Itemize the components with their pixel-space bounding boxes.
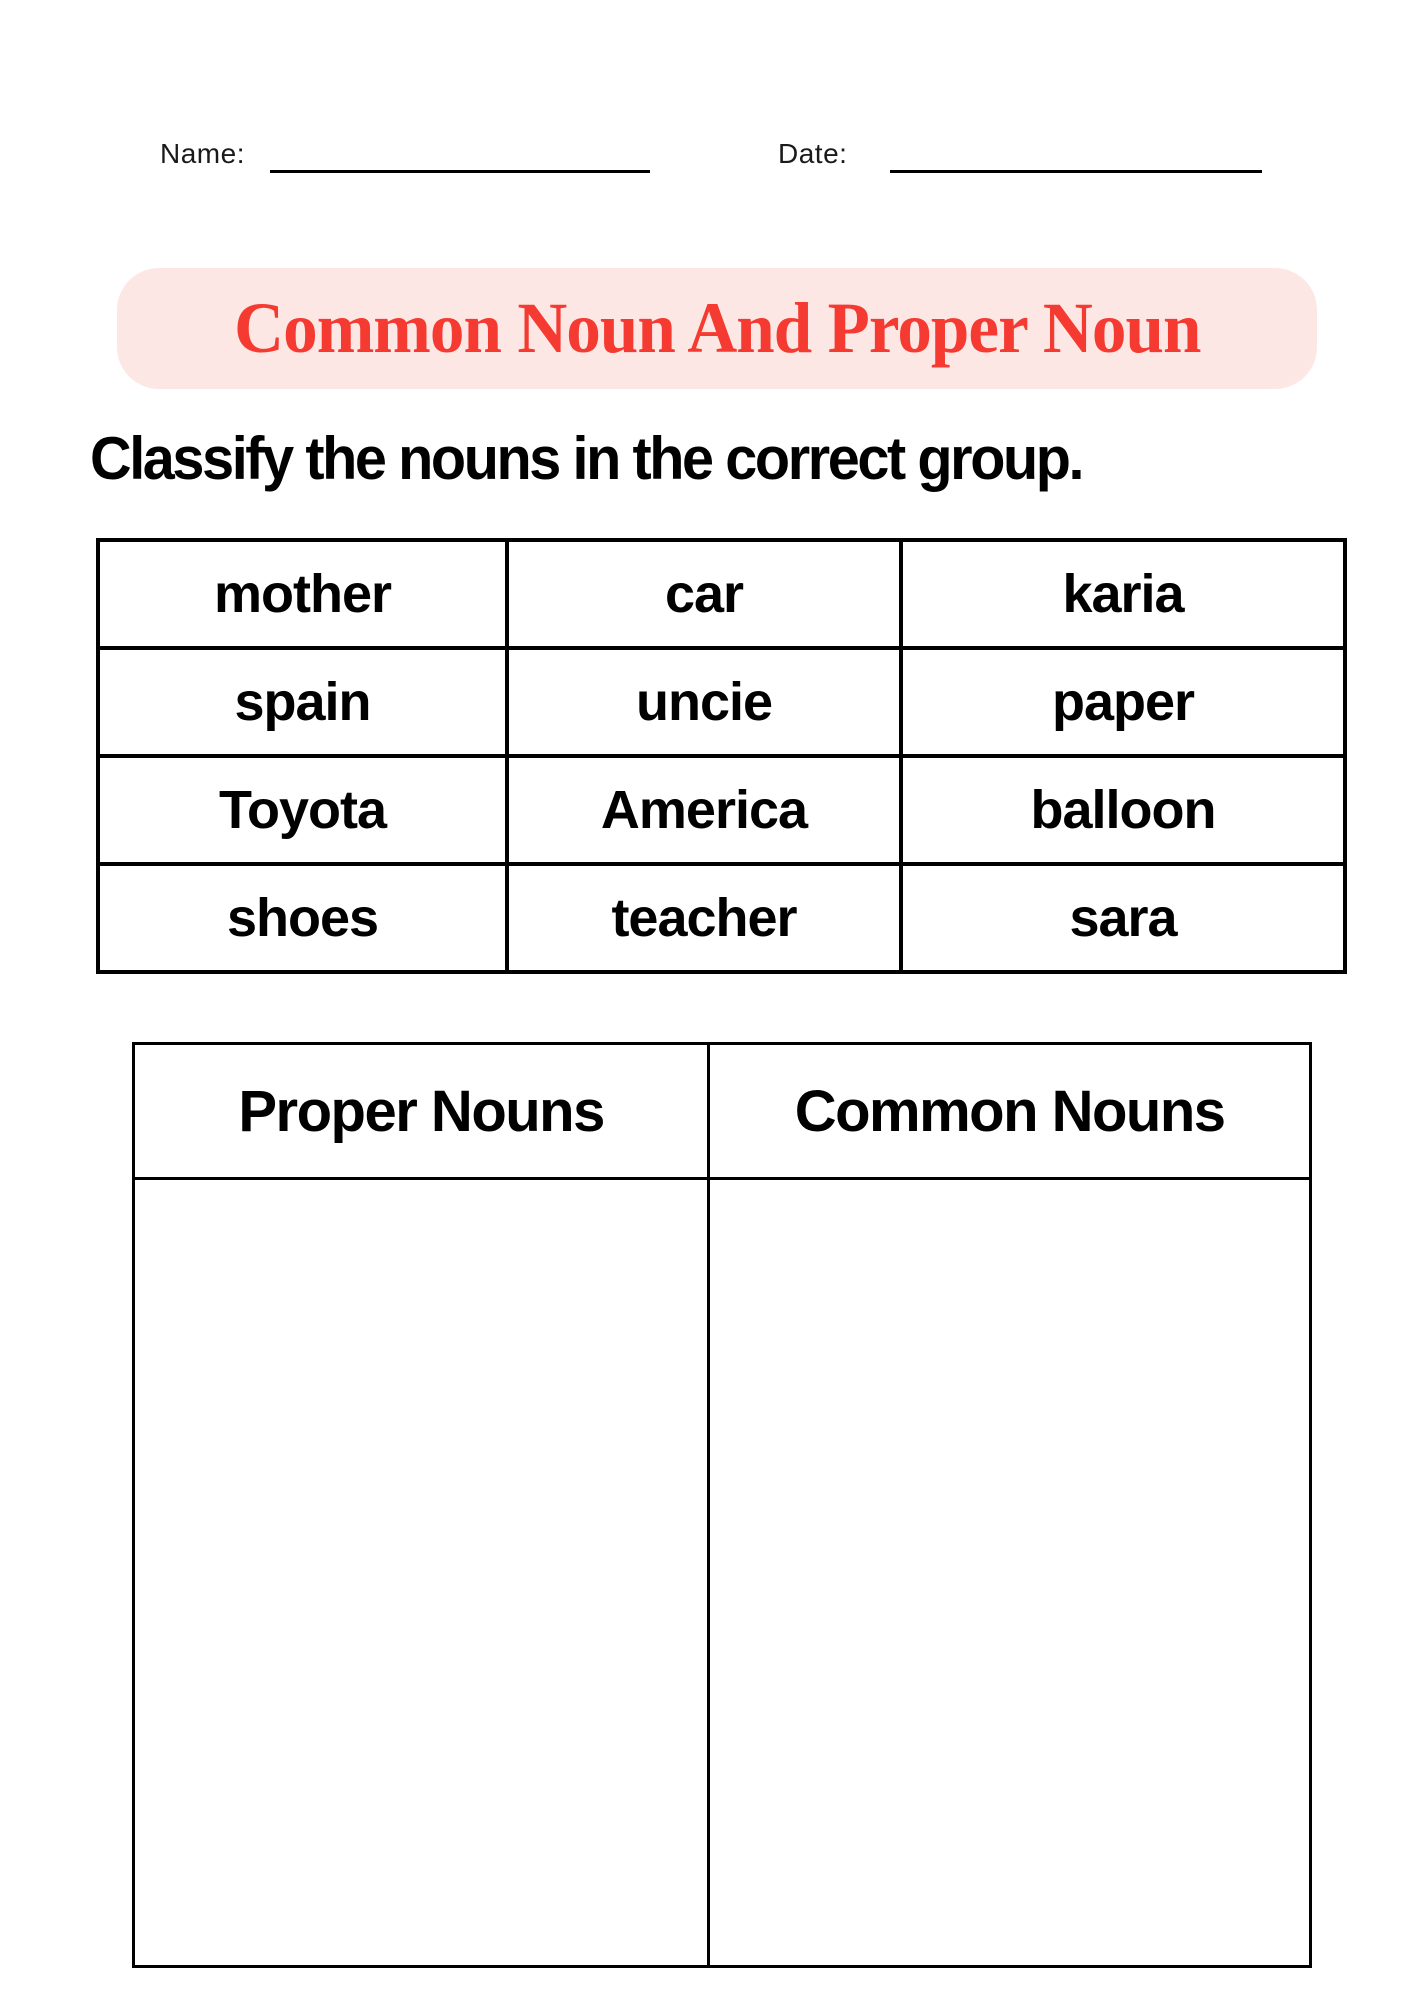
common-nouns-answer-area[interactable] [710,1180,1309,1965]
date-label: Date: [778,138,848,169]
word-cell-mother: mother [98,540,507,648]
title-banner [117,268,1317,389]
word-cell-car: car [507,540,901,648]
word-cell-paper: paper [901,648,1345,756]
word-cell-toyota: Toyota [98,756,507,864]
word-cell-sara: sara [901,864,1345,972]
proper-nouns-answer-area[interactable] [135,1180,710,1965]
word-cell-uncie: uncie [507,648,901,756]
name-label: Name: [160,138,245,169]
instruction-text: Classify the nouns in the correct group. [90,425,1083,492]
word-cell-teacher: teacher [507,864,901,972]
word-bank-row [98,648,1345,756]
proper-nouns-header: Proper Nouns [135,1045,710,1180]
name-input-line[interactable] [270,139,650,173]
word-cell-balloon: balloon [901,756,1345,864]
page-title: Common Noun And Proper Noun [233,288,1201,368]
word-bank-row [98,864,1345,972]
word-bank-table [96,538,1347,974]
word-cell-shoes: shoes [98,864,507,972]
word-bank-row [98,756,1345,864]
common-nouns-header: Common Nouns [710,1045,1309,1180]
date-input-line[interactable] [890,139,1262,173]
word-cell-america: America [507,756,901,864]
word-bank-row [98,540,1345,648]
sorting-table [132,1042,1312,1968]
word-cell-karia: karia [901,540,1345,648]
word-cell-spain: spain [98,648,507,756]
